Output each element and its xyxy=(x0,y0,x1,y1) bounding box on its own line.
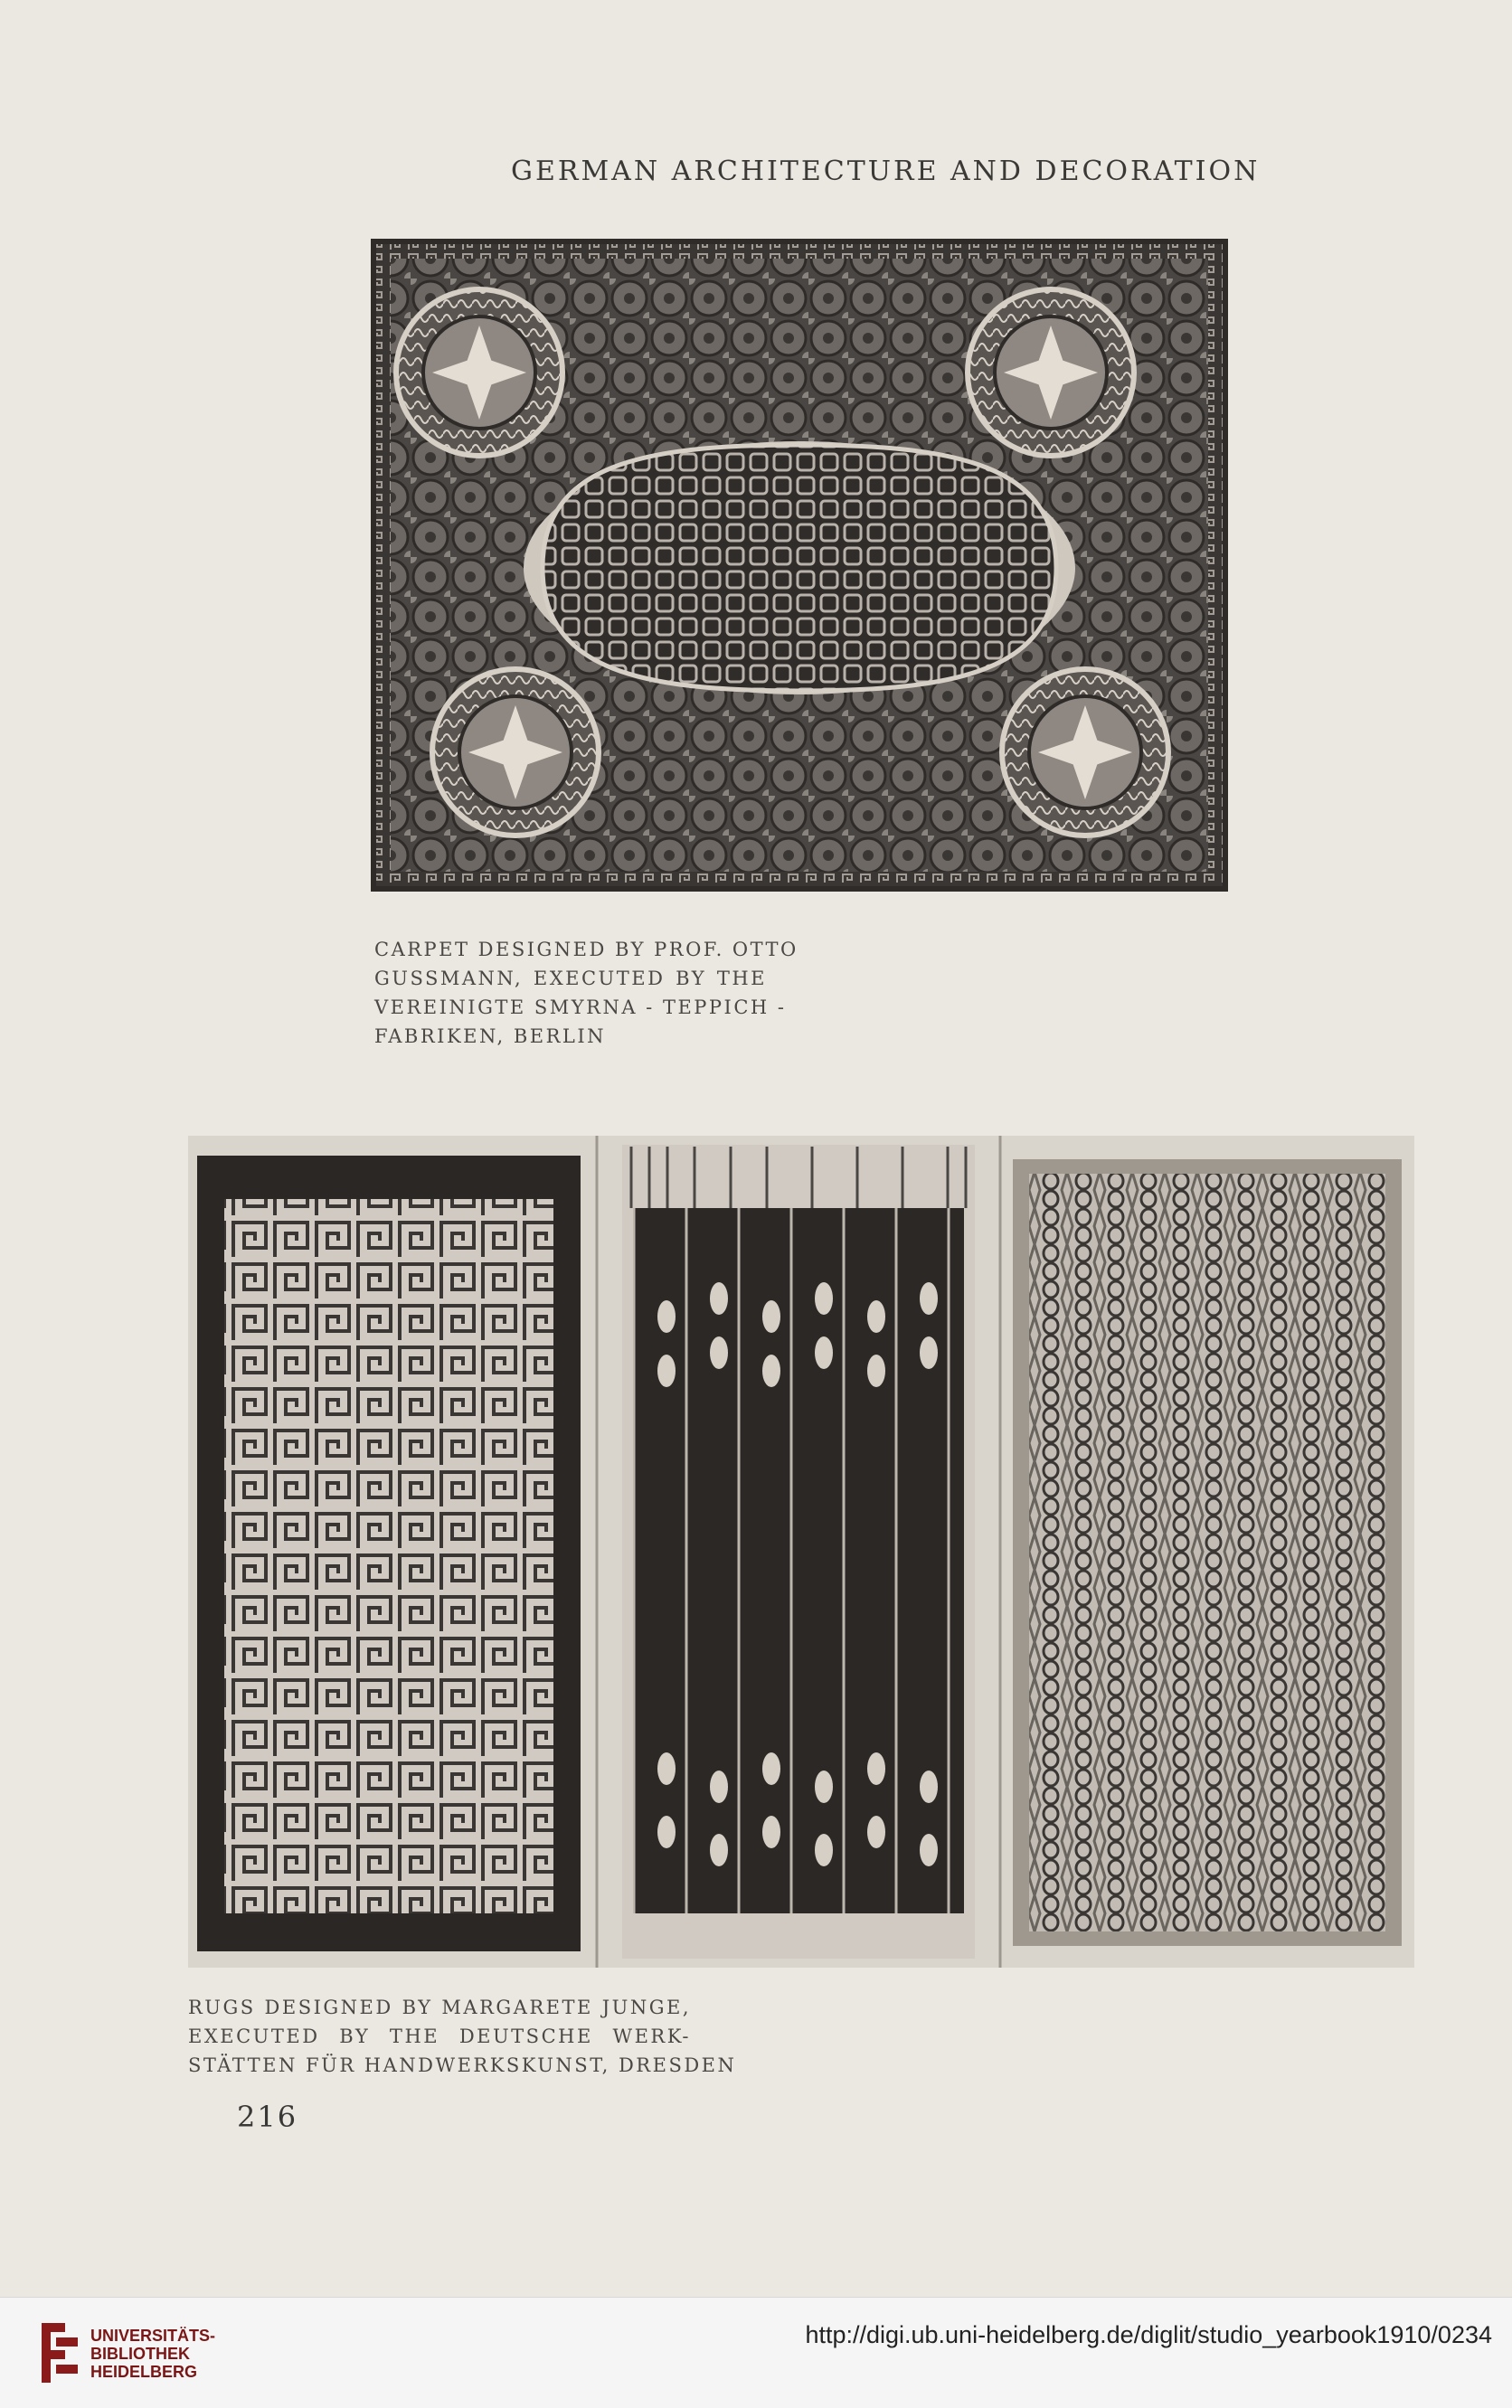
library-name-line: BIBLIOTHEK xyxy=(90,2345,190,2363)
carpet-illustration xyxy=(371,239,1228,892)
carpet-caption-line: GUSSMANN, EXECUTED BY THE xyxy=(374,968,767,989)
source-url-link[interactable]: http://digi.ub.uni-heidelberg.de/diglit/studio_yearbook1910/0234 xyxy=(805,2321,1492,2348)
carpet-caption-line: CARPET DESIGNED BY PROF. OTTO xyxy=(374,939,799,960)
carpet-caption-line: FABRIKEN, BERLIN xyxy=(374,1025,607,1047)
carpet-caption xyxy=(374,935,799,1051)
library-name-line: UNIVERSITÄTS- xyxy=(90,2327,216,2345)
carpet-plate-image xyxy=(371,239,1228,892)
carpet-caption-line: VEREINIGTE SMYRNA - TEPPICH - xyxy=(374,996,787,1018)
library-name-line: HEIDELBERG xyxy=(90,2363,198,2381)
library-name xyxy=(90,2327,215,2381)
footer-bar xyxy=(0,2297,1512,2408)
library-logo-icon xyxy=(29,2314,85,2392)
rugs-caption-line: STÄTTEN FÜR HANDWERKSKUNST, DRESDEN xyxy=(188,2054,737,2076)
rugs-caption-line: EXECUTED BY THE DEUTSCHE WERK- xyxy=(188,2026,691,2047)
rugs-plate-image xyxy=(188,1136,1414,1968)
rugs-illustration xyxy=(188,1136,1414,1968)
page-number: 216 xyxy=(237,2100,298,2134)
rugs-caption-line: RUGS DESIGNED BY MARGARETE JUNGE, xyxy=(188,1997,691,2018)
running-head: GERMAN ARCHITECTURE AND DECORATION xyxy=(511,156,1261,187)
rugs-caption xyxy=(188,1993,737,2080)
